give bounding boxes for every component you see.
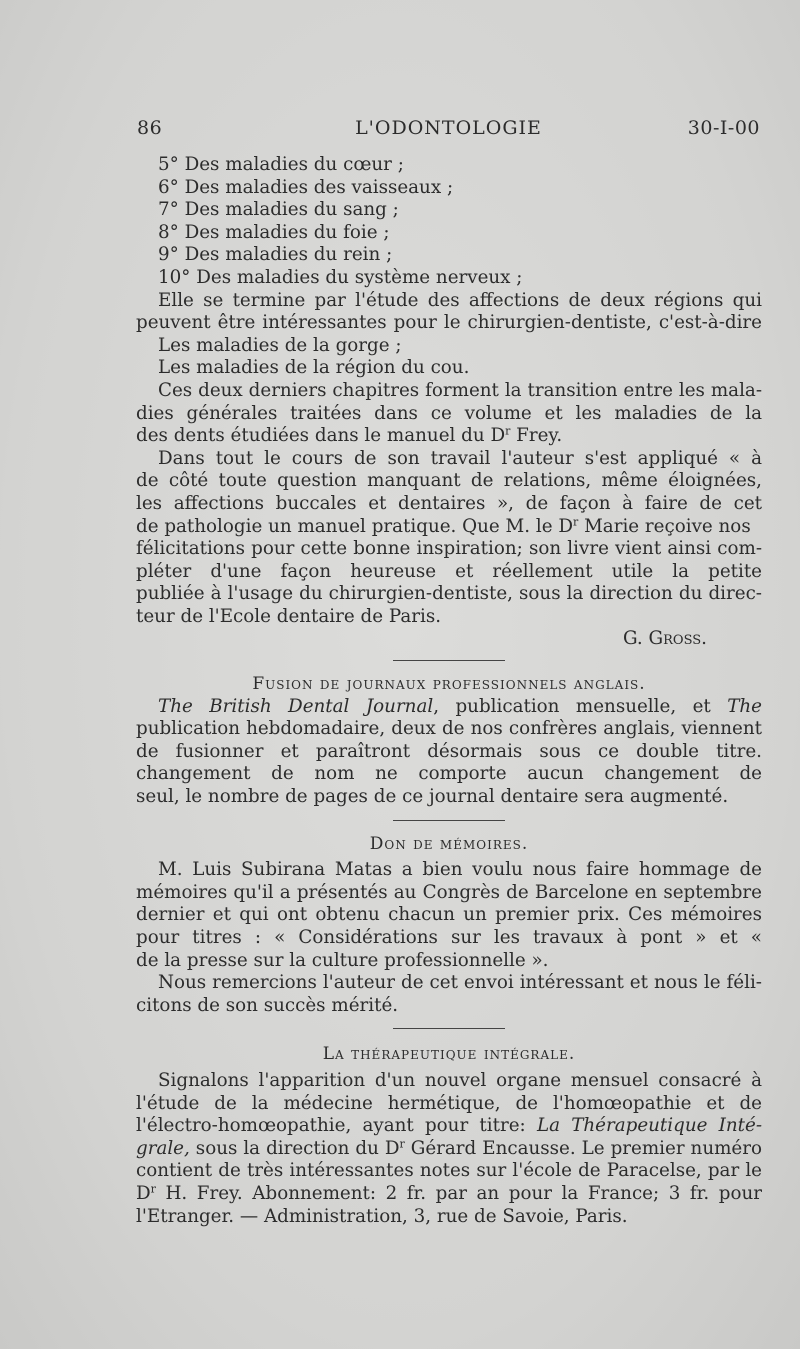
text-line: $D^r$ H. Frey. Abonnement: 2 fr. par an pour la France; 3 fr. pour <box>136 1182 762 1204</box>
text-line: Dans tout le cours de son travail l'auteur s'est appliqué « à <box>158 447 762 469</box>
text-line: publication hebdomadaire, deux de nos confrères anglais, viennent <box>136 718 762 740</box>
page-number: 86 <box>137 117 163 139</box>
text-line: teur de l'Ecole dentaire de Paris. <box>136 605 442 627</box>
text-line: peuvent être intéressantes pour le chirurgien-dentiste, c'est-à-dire <box>136 312 762 334</box>
text-line: M. Luis Subirana Matas a bien voulu nous faire hommage de <box>158 859 762 881</box>
text-line: félicitations pour cette bonne inspiration; son livre vient ainsi com- <box>136 538 762 560</box>
text-line: citons de son succès mérité. <box>136 994 399 1016</box>
text-line: publiée à l'usage du chirurgien-dentiste, sous la direction du direc- <box>136 583 762 605</box>
list-item: 10° Des maladies du système nerveux ; <box>158 266 523 288</box>
list-item: 6° Des maladies des vaisseaux ; <box>158 176 454 198</box>
text-line: Nous remercions l'auteur de cet envoi intéressant et nous le féli- <box>158 972 762 994</box>
text-line: contient de très intéressantes notes sur l'école de Paracelse, par le <box>136 1160 762 1182</box>
list-item: 9° Des maladies du rein ; <box>158 244 393 266</box>
text-line: pléter d'une façon heureuse et réellement utile la petite <box>136 560 762 582</box>
text-line: de côté toute question manquant de relations, même éloignées, <box>136 470 762 492</box>
list-item: 8° Des maladies du foie ; <box>158 221 390 243</box>
text-line: l'électro-homœopathie, ayant pour titre: La Thérapeutique Inté- <box>136 1115 762 1137</box>
text-line: des dents étudiées dans le manuel du $D^r$ Frey. <box>136 424 563 447</box>
list-item: 5° Des maladies du cœur ; <box>158 154 404 175</box>
text-line: mémoires qu'il a présentés au Congrès de Barcelone en septembre <box>136 881 762 903</box>
text-line: The British Dental Journal, publication mensuelle, et The <box>158 695 762 717</box>
section-title: Don de mémoires. <box>369 833 529 854</box>
signature: G. Gross. <box>622 628 707 650</box>
journal-title: L'ODONTOLOGIE <box>355 117 542 139</box>
text-line: Elle se termine par l'étude des affections de deux régions qui <box>158 289 762 311</box>
running-header <box>137 117 760 143</box>
sub-item: Les maladies de la région du cou. <box>158 357 470 379</box>
text-line: de la presse sur la culture professionnelle ». <box>136 949 549 971</box>
list-item: 7° Des maladies du sang ; <box>158 199 399 221</box>
text-line: de fusionner et paraîtront désormais sous ce double titre. <box>136 740 762 762</box>
issue-date: 30-I-00 <box>687 117 760 139</box>
section-title: La thérapeutique intégrale. <box>322 1044 576 1065</box>
text-line: l'Etranger. — Administration, 3, rue de Savoie, Paris. <box>136 1205 628 1227</box>
text-line: pour titres : « Considérations sur les travaux à pont » et « <box>136 927 762 948</box>
text-line: Ces deux derniers chapitres forment la transition entre les mala- <box>158 379 762 401</box>
text-line: les affections buccales et dentaires », de façon à faire de cet <box>136 492 762 514</box>
sub-item: Les maladies de la gorge ; <box>158 334 402 356</box>
text-line: grale, sous la direction du $D^r$ Gérard Encausse. Le premier numéro <box>136 1137 762 1159</box>
section-title: Fusion de journaux professionnels anglais. <box>252 674 646 695</box>
text-line: dies générales traitées dans ce volume et les maladies de la <box>136 402 762 424</box>
text-line: l'étude de la médecine hermétique, de l'homœopathie et de <box>136 1092 762 1114</box>
text-line: dernier et qui ont obtenu chacun un premier prix. Ces mémoires <box>136 904 762 926</box>
text-line: changement de nom ne comporte aucun changement de <box>136 763 762 785</box>
text-line: Signalons l'apparition d'un nouvel organe mensuel consacré à <box>158 1069 762 1091</box>
text-line: de pathologie un manuel pratique. Que M. le $D^r$ Marie reçoive nos <box>136 514 751 537</box>
page-body <box>136 154 762 1228</box>
text-line: seul, le nombre de pages de ce journal dentaire sera augmenté. <box>136 786 729 808</box>
